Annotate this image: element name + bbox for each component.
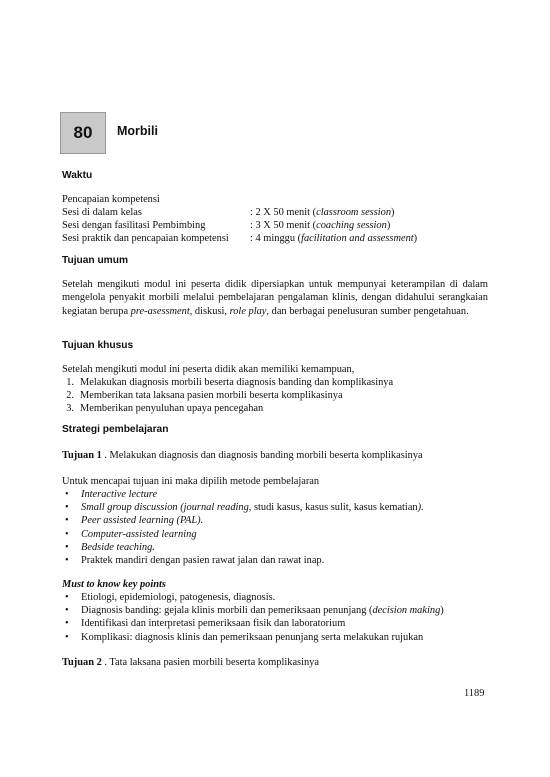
- waktu-heading: Waktu: [62, 170, 93, 181]
- list-item: • Small group discussion (journal reading, studi kasus, kasus sulit, kasus kematian).: [65, 502, 424, 514]
- waktu-row-label: Sesi praktik dan pencapaian kompetensi: [62, 233, 229, 244]
- list-item: • Praktek mandiri dengan pasien rawat jalan dan rawat inap.: [65, 554, 325, 566]
- list-item: • Peer assisted learning (PAL).: [65, 515, 204, 527]
- tujuan-2-line: Tujuan 2 . Tata laksana pasien morbili beserta komplikasinya: [62, 657, 319, 668]
- waktu-intro: Pencapaian kompetensi: [62, 194, 160, 205]
- must-know-heading: Must to know key points: [62, 579, 166, 590]
- list-item: • Interactive lecture: [65, 489, 158, 500]
- strategi-heading: Strategi pembelajaran: [62, 424, 169, 435]
- chapter-title: Morbili: [117, 124, 158, 138]
- waktu-row-value: : 3 X 50 menit (coaching session): [250, 220, 391, 231]
- waktu-row-label: Sesi dengan fasilitasi Pembimbing: [62, 220, 206, 231]
- list-item: 3. Memberikan penyuluhan upaya pencegahan: [66, 403, 264, 415]
- list-item: • Etiologi, epidemiologi, patogenesis, diagnosis.: [65, 592, 276, 603]
- metode-intro: Untuk mencapai tujuan ini maka dipilih metode pembelajaran: [62, 476, 320, 487]
- tujuan-umum-paragraph: Setelah mengikuti modul ini peserta didik dipersiapkan untuk mempunyai keterampilan di dalam mengelola penyakit morbili melalui pembelajaran pengalaman klinis, dengan didahului serangkaian kegiatan berupa pre-asessment, diskusi, role play, dan berbagai penelusuran sumber pengetahuan.: [62, 279, 488, 317]
- list-item: • Komplikasi: diagnosis klinis dan pemeriksaan penunjang serta melakukan rujukan: [65, 631, 424, 643]
- chapter-number-box: [60, 112, 106, 154]
- list-item: 1. Melakukan diagnosis morbili beserta diagnosis banding dan komplikasinya: [66, 377, 394, 388]
- waktu-row-value: : 4 minggu (facilitation and assessment): [250, 233, 418, 244]
- tujuan-khusus-list: [62, 377, 393, 417]
- chapter-number: 80: [73, 123, 93, 142]
- tujuan-umum-heading: Tujuan umum: [62, 255, 129, 266]
- waktu-row-value: : 2 X 50 menit (classroom session): [250, 207, 395, 218]
- list-item: • Bedside teaching.: [65, 541, 155, 553]
- page-number: 1189: [464, 688, 485, 699]
- list-item: • Diagnosis banding: gejala klinis morbili dan pemeriksaan penunjang (decision making): [65, 605, 444, 617]
- waktu-row-label: Sesi di dalam kelas: [62, 207, 142, 218]
- tujuan-khusus-heading: Tujuan khusus: [62, 340, 134, 351]
- list-item: • Computer-assisted learning: [65, 528, 197, 540]
- tujuan-khusus-intro: Setelah mengikuti modul ini peserta didik akan memiliki kemampuan,: [62, 364, 355, 375]
- key-points-list: [62, 592, 444, 645]
- tujuan-1-line: Tujuan 1 . Melakukan diagnosis dan diagnosis banding morbili beserta komplikasinya: [62, 450, 423, 461]
- metode-list: [62, 489, 424, 568]
- list-item: • Identifikasi dan interpretasi pemeriksaan fisik dan laboratorium: [65, 618, 346, 630]
- list-item: 2. Memberikan tata laksana pasien morbili beserta komplikasinya: [66, 390, 343, 402]
